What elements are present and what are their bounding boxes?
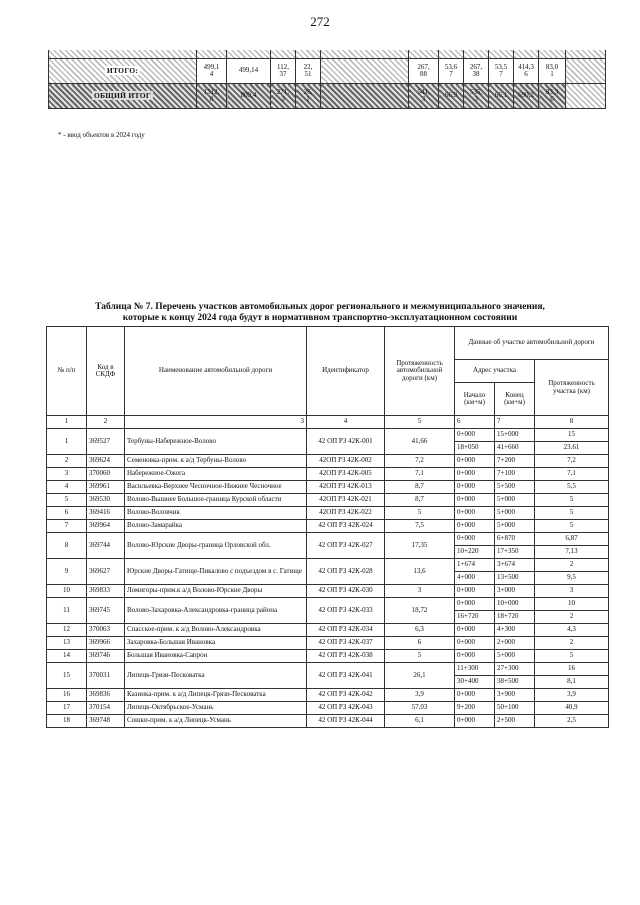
row-length: 6 xyxy=(385,637,455,650)
row-identifier: 42 ОП РЗ 42К-028 xyxy=(307,559,385,585)
header-filler-cell xyxy=(296,50,321,59)
row-number: 12 xyxy=(47,624,87,637)
itogo-label: ИТОГО: xyxy=(106,66,139,76)
header-num: № п/п xyxy=(47,327,87,416)
section-start: 0+000 xyxy=(455,481,495,494)
table-row xyxy=(47,624,609,637)
summary-value: 66,1 xyxy=(489,84,514,109)
row-length: 17,35 xyxy=(385,533,455,559)
table-row xyxy=(47,585,609,598)
summary-value: 112, 37 xyxy=(271,59,296,84)
section-length: 2 xyxy=(535,637,609,650)
row-identifier: 42 ОП РЗ 42К-038 xyxy=(307,650,385,663)
section-end: 5+500 xyxy=(495,481,535,494)
row-identifier: 42 ОП РЗ 42К-043 xyxy=(307,702,385,715)
section-length: 5,5 xyxy=(535,481,609,494)
row-code: 370031 xyxy=(87,663,125,689)
table-row xyxy=(47,494,609,507)
section-length: 16 xyxy=(535,663,609,676)
table-row xyxy=(47,637,609,650)
section-end: 4+300 xyxy=(495,624,535,637)
header-address: Адрес участка xyxy=(455,360,535,383)
section-length: 7,2 xyxy=(535,455,609,468)
row-road-name: Волово-Вышнее Большое-граница Курской области xyxy=(125,494,307,507)
section-start: 0+000 xyxy=(455,494,495,507)
table-row xyxy=(47,520,609,533)
section-end: 13+500 xyxy=(495,572,535,585)
row-road-name: Волово-Воловчик xyxy=(125,507,307,520)
row-identifier: 42ОП РЗ 42К-013 xyxy=(307,481,385,494)
summary-value: 271, 3 xyxy=(271,84,296,109)
row-identifier: 42 ОП РЗ 42К-044 xyxy=(307,715,385,728)
row-number: 2 xyxy=(47,455,87,468)
row-identifier: 42 ОП РЗ 42К-027 xyxy=(307,533,385,559)
section-end: 38+500 xyxy=(495,676,535,689)
table-row xyxy=(47,429,609,442)
row-identifier: 42ОП РЗ 42К-022 xyxy=(307,507,385,520)
row-identifier: 42ОП РЗ 42К-021 xyxy=(307,494,385,507)
summary-table xyxy=(48,50,606,109)
col-number: 5 xyxy=(385,416,455,429)
row-length: 5 xyxy=(385,507,455,520)
section-end: 27+300 xyxy=(495,663,535,676)
summary-value: 267, 38 xyxy=(464,59,489,84)
table-row xyxy=(47,702,609,715)
row-length: 3 xyxy=(385,585,455,598)
section-start: 0+000 xyxy=(455,585,495,598)
summary-value: 809,4 xyxy=(227,84,271,109)
summary-value: 535, 3 xyxy=(464,84,489,109)
row-code: 369833 xyxy=(87,585,125,598)
col-number: 3 xyxy=(125,416,307,429)
section-length: 7,13 xyxy=(535,546,609,559)
row-road-name: Набережное-Ожога xyxy=(125,468,307,481)
section-end: 3+000 xyxy=(495,585,535,598)
row-code: 370063 xyxy=(87,624,125,637)
header-filler-cell xyxy=(271,50,296,59)
roads-table xyxy=(46,326,609,728)
table-row xyxy=(47,455,609,468)
row-length: 6,3 xyxy=(385,624,455,637)
row-number: 4 xyxy=(47,481,87,494)
row-code: 369964 xyxy=(87,520,125,533)
row-length: 6,1 xyxy=(385,715,455,728)
row-length: 18,72 xyxy=(385,598,455,624)
row-number: 15 xyxy=(47,663,87,689)
section-end: 41+660 xyxy=(495,442,535,455)
row-code: 370154 xyxy=(87,702,125,715)
row-identifier: 42ОП РЗ 42К-002 xyxy=(307,455,385,468)
section-start: 9+200 xyxy=(455,702,495,715)
section-length: 5 xyxy=(535,507,609,520)
section-end: 15+000 xyxy=(495,429,535,442)
section-start: 0+000 xyxy=(455,715,495,728)
header-start: Начало (км+м) xyxy=(455,383,495,416)
row-identifier: 42 ОП РЗ 42К-001 xyxy=(307,429,385,455)
row-number: 16 xyxy=(47,689,87,702)
row-length: 7,1 xyxy=(385,468,455,481)
table-title xyxy=(40,302,600,325)
summary-value: 26, 1 xyxy=(296,84,321,109)
row-length: 7,2 xyxy=(385,455,455,468)
section-start: 0+000 xyxy=(455,429,495,442)
header-identifier: Идентификатор xyxy=(307,327,385,416)
section-length: 2 xyxy=(535,611,609,624)
summary-value: 1312, 0 xyxy=(197,84,227,109)
row-number: 13 xyxy=(47,637,87,650)
row-identifier: 42ОП РЗ 42К-005 xyxy=(307,468,385,481)
header-code: Код в СКДФ xyxy=(87,327,125,416)
section-end: 18+720 xyxy=(495,611,535,624)
row-code: 369627 xyxy=(87,559,125,585)
section-start: 4+000 xyxy=(455,572,495,585)
row-road-name: Захаровка-Большая Ивановка xyxy=(125,637,307,650)
section-end: 50+100 xyxy=(495,702,535,715)
section-length: 5 xyxy=(535,650,609,663)
row-identifier: 42 ОП РЗ 42К-034 xyxy=(307,624,385,637)
grand-label-cell xyxy=(49,84,197,109)
row-road-name: Большая Ивановка-Сапрон xyxy=(125,650,307,663)
section-length: 15 xyxy=(535,429,609,442)
section-length: 5 xyxy=(535,494,609,507)
header-section-length: Протяженность участка (км) xyxy=(535,360,609,416)
summary-value: 22, 51 xyxy=(296,59,321,84)
header-filler-cell xyxy=(566,50,606,59)
table-row xyxy=(47,507,609,520)
section-start: 0+000 xyxy=(455,637,495,650)
row-road-name: Васильевка-Верхнее Чесночное-Нижнее Чесночное xyxy=(125,481,307,494)
table-row xyxy=(47,715,609,728)
col-number: 8 xyxy=(535,416,609,429)
section-start: 0+000 xyxy=(455,468,495,481)
row-road-name: Спасское-прим. к а/д Волово-Александровка xyxy=(125,624,307,637)
section-start: 18+050 xyxy=(455,442,495,455)
section-length: 40,9 xyxy=(535,702,609,715)
row-identifier: 42 ОП РЗ 42К-033 xyxy=(307,598,385,624)
section-length: 3,9 xyxy=(535,689,609,702)
header-filler-cell xyxy=(321,50,409,59)
section-start: 1+674 xyxy=(455,559,495,572)
section-start: 0+000 xyxy=(455,624,495,637)
row-road-name: Тербуны-Набережное-Волово xyxy=(125,429,307,455)
table-row xyxy=(47,533,609,546)
row-road-name: Сошки-прим. к а/д Липецк-Усмань xyxy=(125,715,307,728)
header-length: Протяженность автомобильной дороги (км) xyxy=(385,327,455,416)
row-identifier: 42 ОП РЗ 42К-041 xyxy=(307,663,385,689)
header-filler-cell xyxy=(489,50,514,59)
row-identifier: 42 ОП РЗ 42К-030 xyxy=(307,585,385,598)
row-number: 17 xyxy=(47,702,87,715)
summary-value: 53,6 7 xyxy=(439,59,464,84)
row-road-name: Волово-Замарайка xyxy=(125,520,307,533)
row-number: 9 xyxy=(47,559,87,585)
row-length: 13,6 xyxy=(385,559,455,585)
col-number: 6 xyxy=(455,416,495,429)
header-section-data: Данные об участке автомобильной дороги xyxy=(455,327,609,360)
header-filler-cell xyxy=(439,50,464,59)
row-length: 8,7 xyxy=(385,481,455,494)
table-title-line-2: которые к концу 2024 года будут в нормативном транспортно-эксплуатационном состоянии xyxy=(122,313,518,324)
row-number: 5 xyxy=(47,494,87,507)
section-length: 7,1 xyxy=(535,468,609,481)
header-filler-cell xyxy=(464,50,489,59)
col-number: 4 xyxy=(307,416,385,429)
row-code: 369745 xyxy=(87,598,125,624)
section-end: 2+000 xyxy=(495,637,535,650)
row-road-name: Семеновка-прим. к а/д Тербуны-Волово xyxy=(125,455,307,468)
table-row xyxy=(47,663,609,676)
section-end: 5+000 xyxy=(495,650,535,663)
table-row xyxy=(47,468,609,481)
header-filler-cell xyxy=(227,50,271,59)
section-end: 6+870 xyxy=(495,533,535,546)
row-road-name: Казинка-прим. к а/д Липецк-Грязи-Песковатка xyxy=(125,689,307,702)
header-filler-cell xyxy=(514,50,539,59)
row-road-name: Липецк-Октябрьское-Усмань xyxy=(125,702,307,715)
grand-row xyxy=(49,84,606,109)
row-number: 18 xyxy=(47,715,87,728)
section-length: 8,1 xyxy=(535,676,609,689)
section-length: 2 xyxy=(535,559,609,572)
row-length: 8,7 xyxy=(385,494,455,507)
grand-label: ОБЩИЙ ИТОГ xyxy=(94,91,151,101)
row-number: 3 xyxy=(47,468,87,481)
section-end: 10+000 xyxy=(495,598,535,611)
summary-value: 83,0 1 xyxy=(539,59,566,84)
header-filler-cell xyxy=(197,50,227,59)
summary-value: 66,9 xyxy=(439,84,464,109)
row-code: 369836 xyxy=(87,689,125,702)
summary-value: 53,5 7 xyxy=(489,59,514,84)
row-code: 369624 xyxy=(87,455,125,468)
itogo-label-cell xyxy=(49,59,197,84)
row-length: 5 xyxy=(385,650,455,663)
summary-value: 499,14 xyxy=(227,59,271,84)
section-length: 5 xyxy=(535,520,609,533)
section-start: 0+000 xyxy=(455,520,495,533)
row-length: 3,9 xyxy=(385,689,455,702)
table-row xyxy=(47,481,609,494)
section-start: 0+000 xyxy=(455,507,495,520)
itogo-row xyxy=(49,59,606,84)
row-code: 370060 xyxy=(87,468,125,481)
header-filler-cell xyxy=(409,50,439,59)
section-end: 5+000 xyxy=(495,520,535,533)
page-number: 272 xyxy=(310,14,330,29)
summary-value: 414,3 6 xyxy=(514,59,539,84)
section-end: 3+900 xyxy=(495,689,535,702)
row-length: 7,5 xyxy=(385,520,455,533)
row-code: 369416 xyxy=(87,507,125,520)
row-number: 8 xyxy=(47,533,87,559)
row-identifier: 42 ОП РЗ 42К-037 xyxy=(307,637,385,650)
table-row xyxy=(47,689,609,702)
row-code: 369744 xyxy=(87,533,125,559)
row-identifier: 42 ОП РЗ 42К-042 xyxy=(307,689,385,702)
section-end: 5+000 xyxy=(495,507,535,520)
section-length: 10 xyxy=(535,598,609,611)
footnote: * - ввод объектов в 2024 году xyxy=(58,131,145,139)
row-number: 10 xyxy=(47,585,87,598)
section-end: 5+000 xyxy=(495,494,535,507)
section-start: 0+000 xyxy=(455,689,495,702)
table-row xyxy=(47,650,609,663)
section-start: 11+300 xyxy=(455,663,495,676)
row-number: 11 xyxy=(47,598,87,624)
summary-value: 541, 3 xyxy=(409,84,439,109)
row-length: 41,66 xyxy=(385,429,455,455)
row-code: 369746 xyxy=(87,650,125,663)
section-length: 4,3 xyxy=(535,624,609,637)
header-name: Наименование автомобильной дороги xyxy=(125,327,307,416)
section-end: 2+500 xyxy=(495,715,535,728)
section-length: 23.61 xyxy=(535,442,609,455)
section-start: 0+000 xyxy=(455,533,495,546)
section-length: 9,5 xyxy=(535,572,609,585)
row-code: 369966 xyxy=(87,637,125,650)
row-code: 369961 xyxy=(87,481,125,494)
section-start: 0+000 xyxy=(455,598,495,611)
row-code: 369530 xyxy=(87,494,125,507)
summary-filler-cell xyxy=(566,59,606,84)
row-number: 14 xyxy=(47,650,87,663)
table-row xyxy=(47,598,609,611)
section-length: 3 xyxy=(535,585,609,598)
col-number: 7 xyxy=(495,416,535,429)
summary-filler-cell xyxy=(566,84,606,109)
row-road-name: Липецк-Грязи-Песковатка xyxy=(125,663,307,689)
col-number: 1 xyxy=(47,416,87,429)
summary-value: 690,2 xyxy=(514,84,539,109)
table-title-line-1: Таблица № 7. Перечень участков автомобильных дорог регионального и межмуниципального значения, xyxy=(95,302,545,312)
row-identifier: 42 ОП РЗ 42К-024 xyxy=(307,520,385,533)
summary-value: 499,1 4 xyxy=(197,59,227,84)
section-end: 7+200 xyxy=(495,455,535,468)
row-code: 369748 xyxy=(87,715,125,728)
section-end: 7+100 xyxy=(495,468,535,481)
section-start: 30+400 xyxy=(455,676,495,689)
summary-value: 83,3 6 xyxy=(539,84,566,109)
summary-value xyxy=(321,84,409,109)
row-length: 57,03 xyxy=(385,702,455,715)
section-end: 3+674 xyxy=(495,559,535,572)
row-length: 26,1 xyxy=(385,663,455,689)
row-number: 7 xyxy=(47,520,87,533)
summary-value: 267, 88 xyxy=(409,59,439,84)
row-number: 6 xyxy=(47,507,87,520)
row-road-name: Волово-Захаровка-Александровка-граница района xyxy=(125,598,307,624)
header-filler-cell xyxy=(49,50,197,59)
section-start: 0+000 xyxy=(455,650,495,663)
col-number: 2 xyxy=(87,416,125,429)
section-start: 16+720 xyxy=(455,611,495,624)
table-row xyxy=(47,559,609,572)
header-filler-cell xyxy=(539,50,566,59)
section-length: 2,5 xyxy=(535,715,609,728)
row-code: 369527 xyxy=(87,429,125,455)
section-end: 17+350 xyxy=(495,546,535,559)
summary-value xyxy=(321,59,409,84)
header-end: Конец (км+м) xyxy=(495,383,535,416)
section-start: 0+000 xyxy=(455,455,495,468)
row-number: 1 xyxy=(47,429,87,455)
row-road-name: Ломигоры-прим.к а/д Волово-Юрские Дворы xyxy=(125,585,307,598)
section-length: 6,87 xyxy=(535,533,609,546)
row-road-name: Волово-Юрские Дворы-граница Орловской обл. xyxy=(125,533,307,559)
row-road-name: Юрские Дворы-Гатище-Пикалово с подъездом в с. Гатище xyxy=(125,559,307,585)
section-start: 10+220 xyxy=(455,546,495,559)
